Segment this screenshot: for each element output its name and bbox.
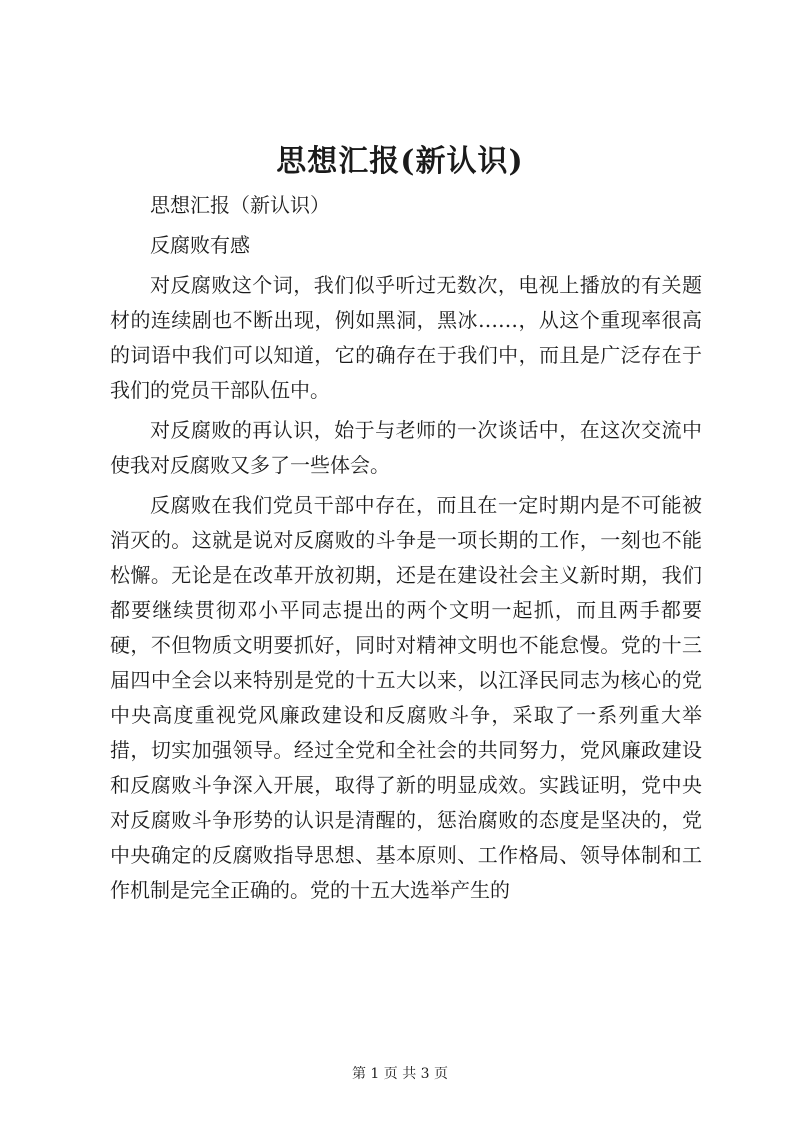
paragraph: 对反腐败这个词，我们似乎听过无数次，电视上播放的有关题材的连续剧也不断出现，例如黑洞，黑冰……，从这个重现率很高的词语中我们可以知道，它的确存在于我们中，而且是广泛存在于我们的党员干部队伍中。 — [110, 273, 702, 402]
page-indicator: 第 1 页 共 3 页 — [351, 1066, 449, 1082]
paragraph-heading: 反腐败有感 — [150, 233, 250, 257]
paragraph-subtitle: 思想汇报（新认识） — [150, 193, 330, 217]
paragraph: 对反腐败的再认识，始于与老师的一次谈话中，在这次交流中使我对反腐败又多了一些体会。 — [110, 418, 702, 477]
document-title: 思想汇报(新认识) — [276, 144, 524, 179]
paragraph: 反腐败在我们党员干部中存在，而且在一定时期内是不可能被消灭的。这就是说对反腐败的斗争是一项长期的工作，一刻也不能松懈。无论是在改革开放初期，还是在建设社会主义新时期，我们都要继续贯彻邓小平同志提出的两个文明一起抓，而且两手都要硬，不但物质文明要抓好，同时对精神文明也不能怠慢。党的十三届四中全会以来特别是党的十五大以来，以江泽民同志为核心的党中央高度重视党风廉政建设和反腐败斗争，采取了一系列重大举措，切实加强领导。经过全党和全社会的共同努力，党风廉政建设和反腐败斗争深入开展，取得了新的明显成效。实践证明，党中央对反腐败斗争形势的认识是清醒的，惩治腐败的态度是坚决的，党中央确定的反腐败指导思想、基本原则、工作格局、领导体制和工作机制是完全正确的。党的十五大选举产生的 — [110, 493, 702, 902]
document-body — [110, 188, 702, 913]
